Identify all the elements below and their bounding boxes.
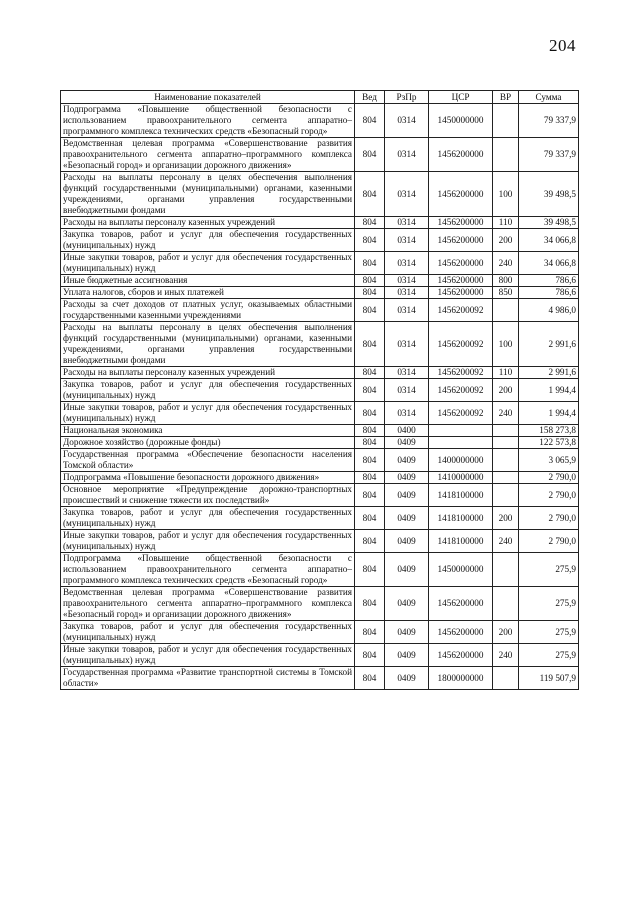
row-name-cell: Иные закупки товаров, работ и услуг для обеспечения государственных (муниципальных) нужд bbox=[61, 402, 355, 425]
row-rzpr-cell: 0409 bbox=[385, 507, 429, 530]
row-rzpr-cell: 0409 bbox=[385, 667, 429, 690]
row-vr-cell: 110 bbox=[493, 217, 519, 229]
row-sum-cell: 1 994,4 bbox=[519, 402, 579, 425]
table-row bbox=[61, 425, 579, 437]
table-row bbox=[61, 322, 579, 367]
row-name-cell: Расходы на выплаты персоналу казенных учреждений bbox=[61, 217, 355, 229]
row-sum-cell: 786,6 bbox=[519, 275, 579, 287]
row-ved-cell: 804 bbox=[355, 621, 385, 644]
row-name-cell: Дорожное хозяйство (дорожные фонды) bbox=[61, 437, 355, 449]
row-name-cell: Основное мероприятие «Предупреждение дорожно-транспортных происшествий и снижение тяжести их последствий» bbox=[61, 484, 355, 507]
row-sum-cell: 2 790,0 bbox=[519, 472, 579, 484]
table-row bbox=[61, 275, 579, 287]
table-row bbox=[61, 667, 579, 690]
row-name-cell: Подпрограмма «Повышение безопасности дорожного движения» bbox=[61, 472, 355, 484]
row-rzpr-cell: 0314 bbox=[385, 104, 429, 138]
row-vr-cell: 200 bbox=[493, 621, 519, 644]
row-rzpr-cell: 0409 bbox=[385, 553, 429, 587]
row-sum-cell: 119 507,9 bbox=[519, 667, 579, 690]
row-name-cell: Расходы на выплаты персоналу в целях обеспечения выполнения функций государственными (муниципальными) органами, казенными учреждениями, органами управления государственными внебюджетными фондами bbox=[61, 322, 355, 367]
row-sum-cell: 4 986,0 bbox=[519, 299, 579, 322]
row-vr-cell bbox=[493, 437, 519, 449]
row-vr-cell: 200 bbox=[493, 379, 519, 402]
table-row bbox=[61, 299, 579, 322]
row-name-cell: Государственная программа «Развитие транспортной системы в Томской области» bbox=[61, 667, 355, 690]
row-csr-cell: 1418100000 bbox=[429, 530, 493, 553]
table-row bbox=[61, 229, 579, 252]
table-row bbox=[61, 530, 579, 553]
row-sum-cell: 275,9 bbox=[519, 587, 579, 621]
table-row bbox=[61, 587, 579, 621]
row-rzpr-cell: 0314 bbox=[385, 379, 429, 402]
row-vr-cell bbox=[493, 299, 519, 322]
row-sum-cell: 2 790,0 bbox=[519, 507, 579, 530]
row-name-cell: Государственная программа «Обеспечение безопасности населения Томской области» bbox=[61, 449, 355, 472]
row-ved-cell: 804 bbox=[355, 437, 385, 449]
row-ved-cell: 804 bbox=[355, 644, 385, 667]
row-name-cell: Расходы за счет доходов от платных услуг, оказываемых областными государственными казенными учреждениями bbox=[61, 299, 355, 322]
table-row bbox=[61, 472, 579, 484]
row-rzpr-cell: 0314 bbox=[385, 172, 429, 217]
row-name-cell: Расходы на выплаты персоналу в целях обеспечения выполнения функций государственными (муниципальными) органами, казенными учреждениями, органами управления государственными внебюджетными фондами bbox=[61, 172, 355, 217]
row-csr-cell bbox=[429, 425, 493, 437]
table-body bbox=[61, 104, 579, 690]
row-sum-cell: 39 498,5 bbox=[519, 172, 579, 217]
row-sum-cell: 3 065,9 bbox=[519, 449, 579, 472]
table-row bbox=[61, 484, 579, 507]
row-ved-cell: 804 bbox=[355, 104, 385, 138]
row-name-cell: Ведомственная целевая программа «Совершенствование развития правоохранительного сегмента аппаратно–программного комплекса «Безопасный город» и организации дорожного движения» bbox=[61, 587, 355, 621]
row-vr-cell: 240 bbox=[493, 402, 519, 425]
row-sum-cell: 158 273,8 bbox=[519, 425, 579, 437]
row-csr-cell: 1418100000 bbox=[429, 484, 493, 507]
row-sum-cell: 275,9 bbox=[519, 644, 579, 667]
row-ved-cell: 804 bbox=[355, 252, 385, 275]
row-sum-cell: 1 994,4 bbox=[519, 379, 579, 402]
row-ved-cell: 804 bbox=[355, 507, 385, 530]
row-rzpr-cell: 0314 bbox=[385, 367, 429, 379]
row-vr-cell: 200 bbox=[493, 507, 519, 530]
row-rzpr-cell: 0400 bbox=[385, 425, 429, 437]
row-ved-cell: 804 bbox=[355, 472, 385, 484]
row-ved-cell: 804 bbox=[355, 367, 385, 379]
row-csr-cell: 1456200000 bbox=[429, 275, 493, 287]
table-row bbox=[61, 449, 579, 472]
row-sum-cell: 39 498,5 bbox=[519, 217, 579, 229]
row-ved-cell: 804 bbox=[355, 287, 385, 299]
row-csr-cell: 1456200000 bbox=[429, 252, 493, 275]
table-row bbox=[61, 553, 579, 587]
row-vr-cell bbox=[493, 425, 519, 437]
header-csr: ЦСР bbox=[429, 91, 493, 104]
header-vr: ВР bbox=[493, 91, 519, 104]
row-csr-cell: 1800000000 bbox=[429, 667, 493, 690]
row-name-cell: Иные бюджетные ассигнования bbox=[61, 275, 355, 287]
row-vr-cell bbox=[493, 449, 519, 472]
page-number: 204 bbox=[549, 36, 576, 55]
row-ved-cell: 804 bbox=[355, 449, 385, 472]
row-vr-cell bbox=[493, 104, 519, 138]
row-csr-cell: 1450000000 bbox=[429, 104, 493, 138]
row-rzpr-cell: 0409 bbox=[385, 587, 429, 621]
row-vr-cell bbox=[493, 484, 519, 507]
row-name-cell: Подпрограмма «Повышение общественной безопасности с использованием правоохранительного сегмента аппаратно–программного комплекса технических средств «Безопасный город» bbox=[61, 553, 355, 587]
row-csr-cell: 1456200000 bbox=[429, 217, 493, 229]
row-name-cell: Иные закупки товаров, работ и услуг для обеспечения государственных (муниципальных) нужд bbox=[61, 530, 355, 553]
table-row bbox=[61, 367, 579, 379]
row-name-cell: Расходы на выплаты персоналу казенных учреждений bbox=[61, 367, 355, 379]
row-rzpr-cell: 0409 bbox=[385, 449, 429, 472]
row-name-cell: Закупка товаров, работ и услуг для обеспечения государственных (муниципальных) нужд bbox=[61, 621, 355, 644]
row-sum-cell: 79 337,9 bbox=[519, 104, 579, 138]
row-vr-cell: 240 bbox=[493, 252, 519, 275]
row-csr-cell: 1456200092 bbox=[429, 379, 493, 402]
row-rzpr-cell: 0314 bbox=[385, 402, 429, 425]
row-vr-cell bbox=[493, 587, 519, 621]
table-row bbox=[61, 437, 579, 449]
row-rzpr-cell: 0409 bbox=[385, 621, 429, 644]
header-sum: Сумма bbox=[519, 91, 579, 104]
table-row bbox=[61, 104, 579, 138]
table-row bbox=[61, 402, 579, 425]
table-row bbox=[61, 138, 579, 172]
table-row bbox=[61, 252, 579, 275]
row-ved-cell: 804 bbox=[355, 425, 385, 437]
row-vr-cell: 110 bbox=[493, 367, 519, 379]
row-csr-cell: 1456200000 bbox=[429, 644, 493, 667]
row-csr-cell: 1410000000 bbox=[429, 472, 493, 484]
row-ved-cell: 804 bbox=[355, 553, 385, 587]
row-sum-cell: 275,9 bbox=[519, 621, 579, 644]
row-name-cell: Закупка товаров, работ и услуг для обеспечения государственных (муниципальных) нужд bbox=[61, 507, 355, 530]
table-row bbox=[61, 172, 579, 217]
row-ved-cell: 804 bbox=[355, 484, 385, 507]
budget-table bbox=[60, 90, 579, 690]
row-vr-cell: 100 bbox=[493, 172, 519, 217]
row-rzpr-cell: 0314 bbox=[385, 299, 429, 322]
table-row bbox=[61, 621, 579, 644]
row-vr-cell bbox=[493, 667, 519, 690]
row-name-cell: Иные закупки товаров, работ и услуг для обеспечения государственных (муниципальных) нужд bbox=[61, 252, 355, 275]
row-rzpr-cell: 0314 bbox=[385, 322, 429, 367]
row-ved-cell: 804 bbox=[355, 138, 385, 172]
table-row bbox=[61, 217, 579, 229]
row-csr-cell: 1456200000 bbox=[429, 229, 493, 252]
row-sum-cell: 34 066,8 bbox=[519, 229, 579, 252]
row-csr-cell: 1456200000 bbox=[429, 287, 493, 299]
row-csr-cell bbox=[429, 437, 493, 449]
row-sum-cell: 2 991,6 bbox=[519, 367, 579, 379]
row-sum-cell: 786,6 bbox=[519, 287, 579, 299]
row-vr-cell: 240 bbox=[493, 644, 519, 667]
row-sum-cell: 2 991,6 bbox=[519, 322, 579, 367]
row-ved-cell: 804 bbox=[355, 299, 385, 322]
row-sum-cell: 122 573,8 bbox=[519, 437, 579, 449]
row-csr-cell: 1456200000 bbox=[429, 587, 493, 621]
row-vr-cell: 850 bbox=[493, 287, 519, 299]
row-ved-cell: 804 bbox=[355, 275, 385, 287]
row-rzpr-cell: 0314 bbox=[385, 252, 429, 275]
row-sum-cell: 2 790,0 bbox=[519, 484, 579, 507]
row-name-cell: Уплата налогов, сборов и иных платежей bbox=[61, 287, 355, 299]
table-header-row bbox=[61, 91, 579, 104]
row-rzpr-cell: 0314 bbox=[385, 217, 429, 229]
row-ved-cell: 804 bbox=[355, 667, 385, 690]
row-ved-cell: 804 bbox=[355, 530, 385, 553]
row-vr-cell: 200 bbox=[493, 229, 519, 252]
row-vr-cell bbox=[493, 472, 519, 484]
header-rzpr: РзПр bbox=[385, 91, 429, 104]
row-name-cell: Национальная экономика bbox=[61, 425, 355, 437]
table-row bbox=[61, 287, 579, 299]
row-rzpr-cell: 0409 bbox=[385, 644, 429, 667]
row-name-cell: Иные закупки товаров, работ и услуг для обеспечения государственных (муниципальных) нужд bbox=[61, 644, 355, 667]
row-vr-cell bbox=[493, 138, 519, 172]
row-vr-cell bbox=[493, 553, 519, 587]
row-csr-cell: 1456200092 bbox=[429, 402, 493, 425]
row-rzpr-cell: 0409 bbox=[385, 472, 429, 484]
row-csr-cell: 1456200092 bbox=[429, 322, 493, 367]
row-rzpr-cell: 0409 bbox=[385, 484, 429, 507]
table-row bbox=[61, 644, 579, 667]
header-ved: Вед bbox=[355, 91, 385, 104]
row-rzpr-cell: 0314 bbox=[385, 138, 429, 172]
row-ved-cell: 804 bbox=[355, 217, 385, 229]
row-sum-cell: 2 790,0 bbox=[519, 530, 579, 553]
row-ved-cell: 804 bbox=[355, 172, 385, 217]
table-row bbox=[61, 379, 579, 402]
row-ved-cell: 804 bbox=[355, 379, 385, 402]
row-csr-cell: 1418100000 bbox=[429, 507, 493, 530]
row-csr-cell: 1456200000 bbox=[429, 138, 493, 172]
row-name-cell: Ведомственная целевая программа «Совершенствование развития правоохранительного сегмента аппаратно–программного комплекса «Безопасный город» и организации дорожного движения» bbox=[61, 138, 355, 172]
header-name: Наименование показателей bbox=[61, 91, 355, 104]
row-name-cell: Подпрограмма «Повышение общественной безопасности с использованием правоохранительного сегмента аппаратно–программного комплекса технических средств «Безопасный город» bbox=[61, 104, 355, 138]
row-ved-cell: 804 bbox=[355, 322, 385, 367]
row-csr-cell: 1456200000 bbox=[429, 621, 493, 644]
row-vr-cell: 800 bbox=[493, 275, 519, 287]
row-sum-cell: 79 337,9 bbox=[519, 138, 579, 172]
row-ved-cell: 804 bbox=[355, 402, 385, 425]
row-name-cell: Закупка товаров, работ и услуг для обеспечения государственных (муниципальных) нужд bbox=[61, 229, 355, 252]
row-sum-cell: 34 066,8 bbox=[519, 252, 579, 275]
row-rzpr-cell: 0314 bbox=[385, 229, 429, 252]
row-csr-cell: 1456200092 bbox=[429, 299, 493, 322]
row-csr-cell: 1456200000 bbox=[429, 172, 493, 217]
table-row bbox=[61, 507, 579, 530]
row-rzpr-cell: 0409 bbox=[385, 530, 429, 553]
row-ved-cell: 804 bbox=[355, 229, 385, 252]
row-rzpr-cell: 0314 bbox=[385, 287, 429, 299]
row-vr-cell: 240 bbox=[493, 530, 519, 553]
row-rzpr-cell: 0409 bbox=[385, 437, 429, 449]
row-name-cell: Закупка товаров, работ и услуг для обеспечения государственных (муниципальных) нужд bbox=[61, 379, 355, 402]
row-csr-cell: 1456200092 bbox=[429, 367, 493, 379]
row-rzpr-cell: 0314 bbox=[385, 275, 429, 287]
row-csr-cell: 1400000000 bbox=[429, 449, 493, 472]
row-vr-cell: 100 bbox=[493, 322, 519, 367]
row-ved-cell: 804 bbox=[355, 587, 385, 621]
row-csr-cell: 1450000000 bbox=[429, 553, 493, 587]
row-sum-cell: 275,9 bbox=[519, 553, 579, 587]
